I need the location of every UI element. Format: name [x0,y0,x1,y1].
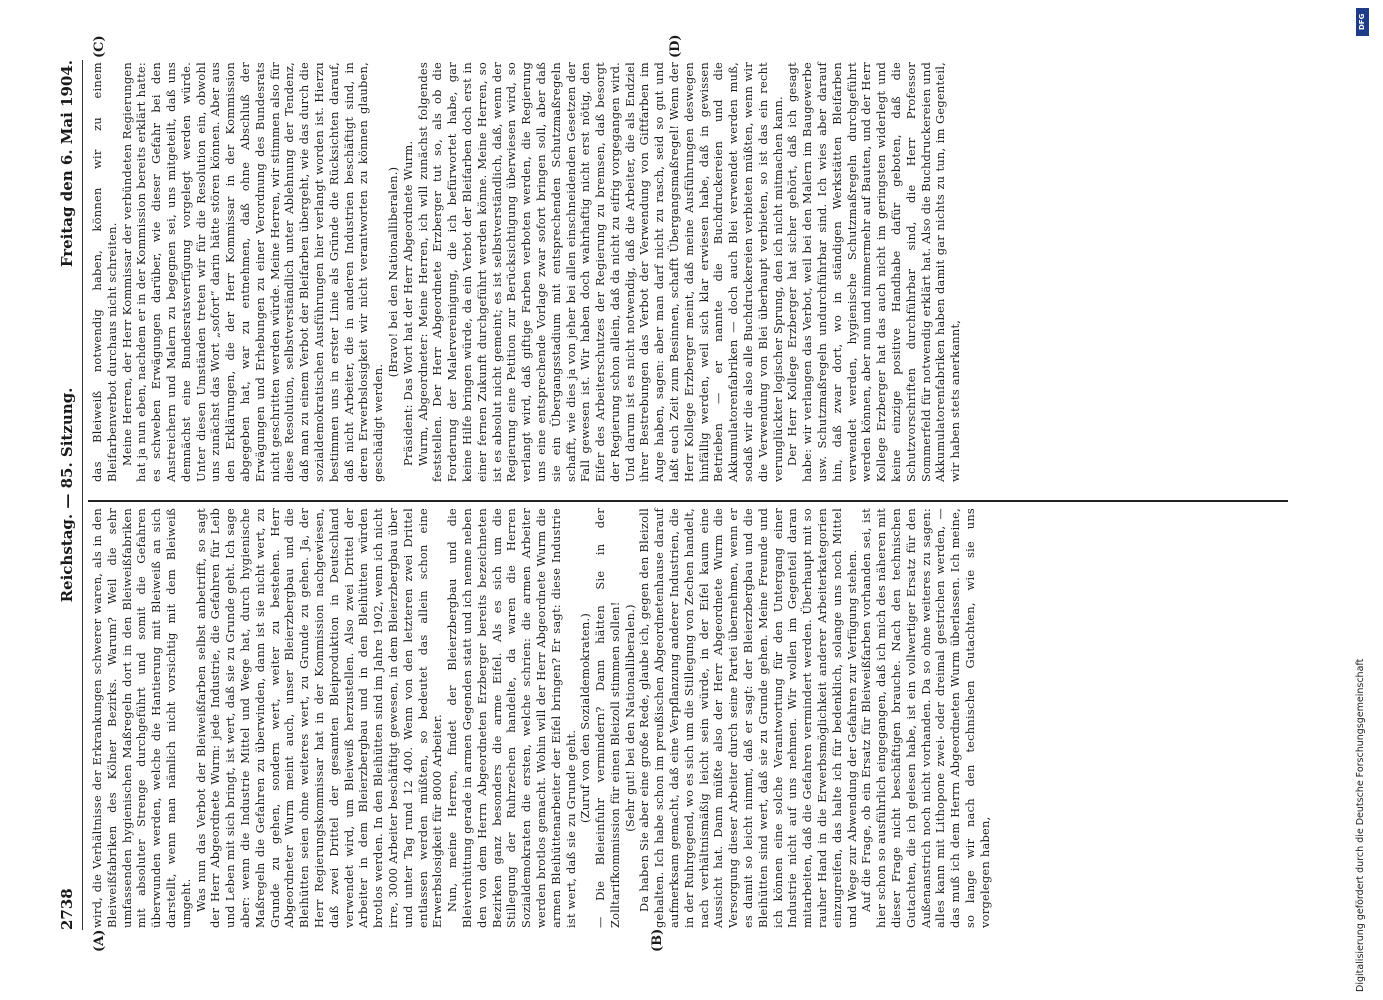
margin-mark-c: (C) [92,35,107,58]
paragraph: das Bleiweiß notwendig haben, können wir zu einem Bleifarbenverbot durchaus nicht schreiten. [90,62,119,482]
paragraph: Meine Herren, der Herr Kommissar der verbündeten Regierungen hat ja nun eben, nachdem er in der Kommission bereits erklärt hatte: es schweben Erwägungen darüber, wie dieser Gefahr bei den Anstreichern und Malern zu begegnen sei, uns mitgeteilt, daß uns demnächst eine Bundesratsverfügung vorgelegt werden würde. Unter diesen Umständen treten wir für die Resolution ein, obwohl uns zunächst das Wort „sofort“ darin hätte stören können. Aber aus den Erklärungen, die der Herr Kommissar in der Kommission abgegeben hat, war zu entnehmen, daß ohne Abschluß der Erwägungen und Erhebungen zu einer Verordnung des Bundesrats nicht geschritten werden würde. Meine Herren, wir stimmen also für diese Resolution, selbstverständlich unter Ablehnung der Tendenz, daß man zu einem Verbot der Bleifarben übergeht, wie das durch die sozialdemokratischen Ausführungen hier verlangt worden ist. Hierzu bestimmen uns in erster Linie als Gründe die Rücksichten darauf, daß nicht Arbeiter, die in anderen Industrien beschäftigt sind, in deren Erwerbslosigkeit wir nicht verantworten zu können glauben, geschädigt werden. [119,62,386,482]
session-date: Freitag den 6. Mai 1904. [58,60,76,268]
column-rule [88,500,1288,502]
margin-mark-b: (B) [650,928,665,952]
page-header [58,60,80,930]
digitization-note [1355,8,1369,992]
paragraph: (Zuruf von den Sozialdemokraten.) [578,612,593,824]
paragraph: (Bravo! bei den Nationalliberalen.) [385,166,400,378]
paragraph: Da haben Sie aber eine große Rede, glaube ich, gegen den Bleizoll gehalten. Ich habe schon im preußischen Abgeordnetenhause darauf aufmerksam gemacht, daß eine Verpflanzung anderer Industrien, die in der Ruhrgegend, wo es sich um die Stillegung von Zechen handelt, nach verhältnismäßig leicht sein würde, in der Eifel kaum eine Aussicht hat. Dann müßte also der Herr Abgeordnete Wurm die Versorgung dieser Arbeiter durch seine Partei übernehmen, wenn er es damit so leicht nimmt, daß er sagt: der Bleierzbergbau und die Bleihütten sind wert, daß sie zu Grunde gehen. Meine Freunde und ich können eine solche Verantwortung für den Untergang einer Industrie nicht auf uns nehmen. Wir wollen im Gegenteil daran mitarbeiten, daß die Gefahren vermindert werden. Überhaupt mit so rauher Hand in die Erwerbsmöglichkeit anderer Arbeiterkategorien einzugreifen, das halte ich für bedenklich, solange uns noch Mittel und Wege zur Abwendung der Gefahren zur Verfügung stehen. [637,508,859,928]
digitization-note-text: Digitalisierung gefördert durch die Deutsche Forschungsgemeinschaft [1355,658,1366,992]
header-divider [82,60,83,930]
paragraph: Auf die Frage, ob ein Ersatz für Bleiweißfarben vorhanden sei, ist hier schon so ausführlich eingegangen, daß ich mich des näheren mit dieser Frage nicht beschäftigen brauche. Nach den technischen Gutachten, die ich gelesen habe, ist ein vollwertiger Ersatz für den Außenanstrich noch nicht vorhanden. Da so ohne weiteres zu sagen: alles kann mit Lithopone zwei- oder dreimal gestrichen werden, — das muß ich dem Herrn Abgeordneten Wurm überlassen. Ich meine, so lange wir nach den technischen Gutachten, wie sie uns vorgelegen haben, [859,508,992,928]
paragraph: Nun, meine Herren, findet der Bleierzbergbau und die Bleiverhüttung gerade in armen Gegenden statt und ich nenne neben den von dem Herrn Abgeordneten Erzberger bereits bezeichneten Bezirken ganz besonders die arme Eifel. Als es sich um die Stillegung der Ruhrzechen handelte, da waren die Herren Sozialdemokraten die ersten, welche schrien: die armen Arbeiter werden brotlos gemacht. Wohin will der Herr Abgeordnete Wurm die armen Bleihüttenarbeiter der Eifel bringen? Er sagt: diese Industrie ist wert, daß sie zu Grunde geht. [445,508,578,928]
right-text-column [90,62,963,482]
paragraph: Was nun das Verbot der Bleiweißfarben selbst anbetrifft, so sagt der Herr Abgeordnete Wurm: jede Industrie, die Gefahren für Leib und Leben mit sich bringt, ist wert, daß sie zu Grunde geht. Ich sage aber: wenn die Industrie Mittel und Wege hat, durch hygienische Maßregeln die Gefahren zu überwinden, dann ist sie nicht wert, zu Grunde zu gehen, sondern wert, weiter zu bestehen. Herr Abgeordneter Wurm meint auch, unser Bleierzbergbau und die Bleihütten seien ohne weiteres wert, zu Grunde zu gehen. Ja, der Herr Regierungskommissar hat in der Kommission nachgewiesen, daß zwei Drittel der gesamten Bleiproduktion in Deutschland verwendet wird, um Bleiweiß herzustellen. Also zwei Drittel der Arbeiter in dem Bleierzbergbau und in den Bleihütten würden brotlos werden. In den Bleihütten sind im Jahre 1902, wenn ich nicht irre, 3000 Arbeiter beschäftigt gewesen, in dem Bleierzbergbau über und unter Tag rund 12 400. Wenn von den letzteren zwei Drittel entlassen werden müßten, so bedeutet das allein schon eine Erwerbslosigkeit für 8000 Arbeiter. [193,508,445,928]
paragraph: Der Herr Kollege Erzberger hat sicher gehört, daß ich gesagt habe: wir verlangen das Verbot, weil bei den Malern im Baugewerbe usw. Schutzmaßregeln undurchführbar sind. Ich wies aber darauf hin, daß zwar dort, wo in ständigen Werkstätten Bleifarben verwendet werden, hygienische Schutzmaßregeln durchgeführt werden können, aber nun und nimmermehr auf Bauten, und der Herr Kollege Erzberger hat das auch nicht im geringsten widerlegt und keine einzige positive Handhabe dafür geboten, daß die Schutzvorschriften durchführbar sind, die Herr Professor Sommerfeld für notwendig erklärt hat. Also die Buchdruckereien und Akkumulatorenfabriken haben damit gar nichts zu tun, im Gegenteil, wir haben stets anerkannt, [785,62,963,482]
paragraph: — Die Bleieinfuhr vermindern? Dann hätten Sie in der Zolltarifkommission für einen Bleizoll stimmen sollen! [593,508,622,928]
page-number: 2738 [58,888,76,930]
paragraph: Wurm, Abgeordneter: Meine Herren, ich will zunächst folgendes feststellen. Der Herr Abgeordnete Erzberger tut so, als ob die Forderung der Malervereinigung, die ich befürwortet habe, gar keine Hilfe bringen würde, da ein Verbot der Bleifarben doch erst in einer fernen Zukunft durchgeführt werden könne. Meine Herren, so ist es absolut nicht gemeint; es ist selbstverständlich, daß, wenn der Regierung eine Petition zur Berücksichtigung überwiesen wird, so verlangt wird, daß giftige Farben verboten werden, die Regierung uns eine entsprechende Vorlage zwar sofort bringen soll, aber daß sie ein Übergangsstadium mit entsprechenden Schutzmaßregeln schafft, wie dies ja von jeher bei allen einschneidenden Gesetzen der Fall gewesen ist. Wir haben doch wahrhaftig nicht erst nötig, den Eifer des Arbeiterschutzes der Regierung zu bremsen, daß besorgt der Regierung schon allein, daß da nicht zu eifrig vorgegangen wird. Und darum ist es nicht notwendig, daß die Arbeiter, die als Endziel ihrer Bestrebungen das Verbot der Verwendung von Giftfarben im Auge haben, sagen: aber man darf nicht zu rasch, seid so gut und laßt euch Zeit zum Besinnen, schafft Übergangsmaßregel! Wenn der Herr Kollege Erzberger meint, daß meine Ausführungen deswegen hinfällig werden, weil sich klar erwiesen habe, daß in gewissen Betrieben — er nannte die Buchdruckereien und die Akkumulatorenfabriken — doch auch Blei verwendet werden muß, sodaß wir die also alle Buchdruckereien verbieten müßten, wenn wir die Verwendung von Blei überhaupt verbieten, so ist das ein recht verunglückter logischer Sprung, den ich nicht mitmachen kann. [415,62,785,482]
dfg-logo: DFG [1356,8,1369,36]
paragraph: wird, die Verhältnisse der Erkrankungen schwerer waren, als in den Bleiweißfabriken des Kölner Bezirks. Warum? Weil die sehr umfassenden hygienischen Maßregeln dort in den Bleiweißfabriken mit absoluter Strenge durchgeführt und somit die Gefahren überwunden werden, welche die Hantierung mit Bleiweiß an sich darstellt, wenn man nämlich nicht vorsichtig mit dem Bleiweiß umgeht. [90,508,193,928]
margin-mark-a: (A) [92,929,107,952]
paragraph: Präsident: Das Wort hat der Herr Abgeordnete Wurm. [400,140,415,466]
margin-mark-d: (D) [668,34,683,58]
paragraph: (Sehr gut! bei den Nationalliberalen.) [622,604,637,832]
session-title: Reichstag. — 85. Sitzung. [58,387,76,603]
left-text-column [90,508,993,928]
